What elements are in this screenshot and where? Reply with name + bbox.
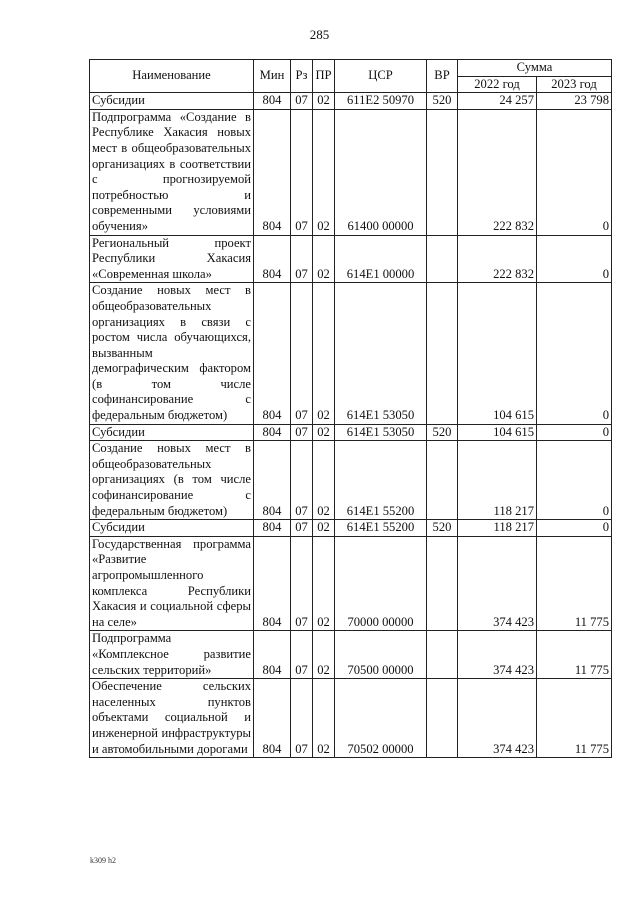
header-rz: Рз <box>291 60 313 93</box>
cell-rz: 07 <box>291 536 313 631</box>
cell-2023: 11 775 <box>537 631 612 679</box>
cell-2022: 222 832 <box>458 109 537 235</box>
cell-2023: 11 775 <box>537 679 612 758</box>
table-row <box>90 441 612 520</box>
cell-name: Государственная программа «Развитие агропромышленного комплекса Республики Хакасия и социальной сферы на селе» <box>90 536 254 631</box>
cell-vr: 520 <box>427 93 458 110</box>
cell-2022: 104 615 <box>458 283 537 424</box>
cell-csr: 614Е1 53050 <box>335 424 427 441</box>
cell-name: Субсидии <box>90 93 254 110</box>
cell-rz: 07 <box>291 235 313 283</box>
cell-pr: 02 <box>313 93 335 110</box>
cell-rz: 07 <box>291 93 313 110</box>
cell-csr: 70500 00000 <box>335 631 427 679</box>
cell-pr: 02 <box>313 679 335 758</box>
table-row <box>90 93 612 110</box>
cell-2022: 24 257 <box>458 93 537 110</box>
cell-rz: 07 <box>291 631 313 679</box>
table-row <box>90 679 612 758</box>
cell-rz: 07 <box>291 109 313 235</box>
cell-2023: 0 <box>537 235 612 283</box>
cell-pr: 02 <box>313 283 335 424</box>
header-year-2023: 2023 год <box>537 76 612 93</box>
cell-2022: 374 423 <box>458 631 537 679</box>
budget-table <box>89 59 612 758</box>
cell-2023: 0 <box>537 441 612 520</box>
cell-pr: 02 <box>313 520 335 537</box>
cell-min: 804 <box>254 536 291 631</box>
cell-vr <box>427 631 458 679</box>
cell-name: Субсидии <box>90 520 254 537</box>
cell-2023: 0 <box>537 424 612 441</box>
cell-name: Субсидии <box>90 424 254 441</box>
header-sum: Сумма <box>458 60 612 77</box>
cell-2023: 23 798 <box>537 93 612 110</box>
cell-vr: 520 <box>427 520 458 537</box>
page-number: 285 <box>309 27 330 42</box>
header-year-2022: 2022 год <box>458 76 537 93</box>
cell-min: 804 <box>254 631 291 679</box>
cell-csr: 614Е1 55200 <box>335 441 427 520</box>
cell-vr <box>427 441 458 520</box>
cell-vr <box>427 109 458 235</box>
cell-csr: 70000 00000 <box>335 536 427 631</box>
cell-pr: 02 <box>313 536 335 631</box>
cell-min: 804 <box>254 441 291 520</box>
cell-min: 804 <box>254 93 291 110</box>
cell-name: Подпрограмма «Создание в Республике Хакасия новых мест в общеобразовательных организациях в соответствии с прогнозируемой потребностью и современными условиями обучения» <box>90 109 254 235</box>
cell-pr: 02 <box>313 235 335 283</box>
cell-2023: 0 <box>537 283 612 424</box>
cell-name: Региональный проект Республики Хакасия «Современная школа» <box>90 235 254 283</box>
cell-vr <box>427 679 458 758</box>
cell-vr: 520 <box>427 424 458 441</box>
cell-rz: 07 <box>291 520 313 537</box>
cell-min: 804 <box>254 235 291 283</box>
cell-2022: 374 423 <box>458 536 537 631</box>
cell-min: 804 <box>254 679 291 758</box>
cell-pr: 02 <box>313 631 335 679</box>
cell-vr <box>427 235 458 283</box>
cell-2023: 0 <box>537 109 612 235</box>
cell-name: Обеспечение сельских населенных пунктов объектами социальной и инженерной инфраструктуры и автомобильными дорогами <box>90 679 254 758</box>
cell-csr: 70502 00000 <box>335 679 427 758</box>
cell-2022: 222 832 <box>458 235 537 283</box>
cell-pr: 02 <box>313 424 335 441</box>
cell-rz: 07 <box>291 283 313 424</box>
cell-csr: 61400 00000 <box>335 109 427 235</box>
cell-min: 804 <box>254 520 291 537</box>
cell-name: Создание новых мест в общеобразовательных организациях (в том числе софинансирование с федеральным бюджетом) <box>90 441 254 520</box>
cell-csr: 614Е1 00000 <box>335 235 427 283</box>
header-vr: ВР <box>427 60 458 93</box>
cell-2023: 11 775 <box>537 536 612 631</box>
cell-rz: 07 <box>291 424 313 441</box>
cell-csr: 614Е1 53050 <box>335 283 427 424</box>
cell-csr: 614Е1 55200 <box>335 520 427 537</box>
table-row <box>90 536 612 631</box>
table-row <box>90 283 612 424</box>
cell-min: 804 <box>254 109 291 235</box>
table-row <box>90 109 612 235</box>
cell-pr: 02 <box>313 109 335 235</box>
cell-2023: 0 <box>537 520 612 537</box>
cell-vr <box>427 536 458 631</box>
cell-rz: 07 <box>291 679 313 758</box>
cell-min: 804 <box>254 424 291 441</box>
cell-rz: 07 <box>291 441 313 520</box>
header-pr: ПР <box>313 60 335 93</box>
header-min: Мин <box>254 60 291 93</box>
cell-name: Подпрограмма «Комплексное развитие сельских территорий» <box>90 631 254 679</box>
table-row <box>90 520 612 537</box>
header-name: Наименование <box>90 60 254 93</box>
cell-min: 804 <box>254 283 291 424</box>
table-row <box>90 235 612 283</box>
footer-code: k309 h2 <box>90 856 116 865</box>
cell-2022: 374 423 <box>458 679 537 758</box>
cell-name: Создание новых мест в общеобразовательных организациях в связи с ростом числа обучающихся, вызванным демографическим фактором (в том числе софинансирование с федеральным бюджетом) <box>90 283 254 424</box>
cell-vr <box>427 283 458 424</box>
cell-pr: 02 <box>313 441 335 520</box>
cell-2022: 104 615 <box>458 424 537 441</box>
table-row <box>90 424 612 441</box>
table-row <box>90 631 612 679</box>
cell-2022: 118 217 <box>458 441 537 520</box>
header-csr: ЦСР <box>335 60 427 93</box>
cell-2022: 118 217 <box>458 520 537 537</box>
cell-csr: 611Е2 50970 <box>335 93 427 110</box>
